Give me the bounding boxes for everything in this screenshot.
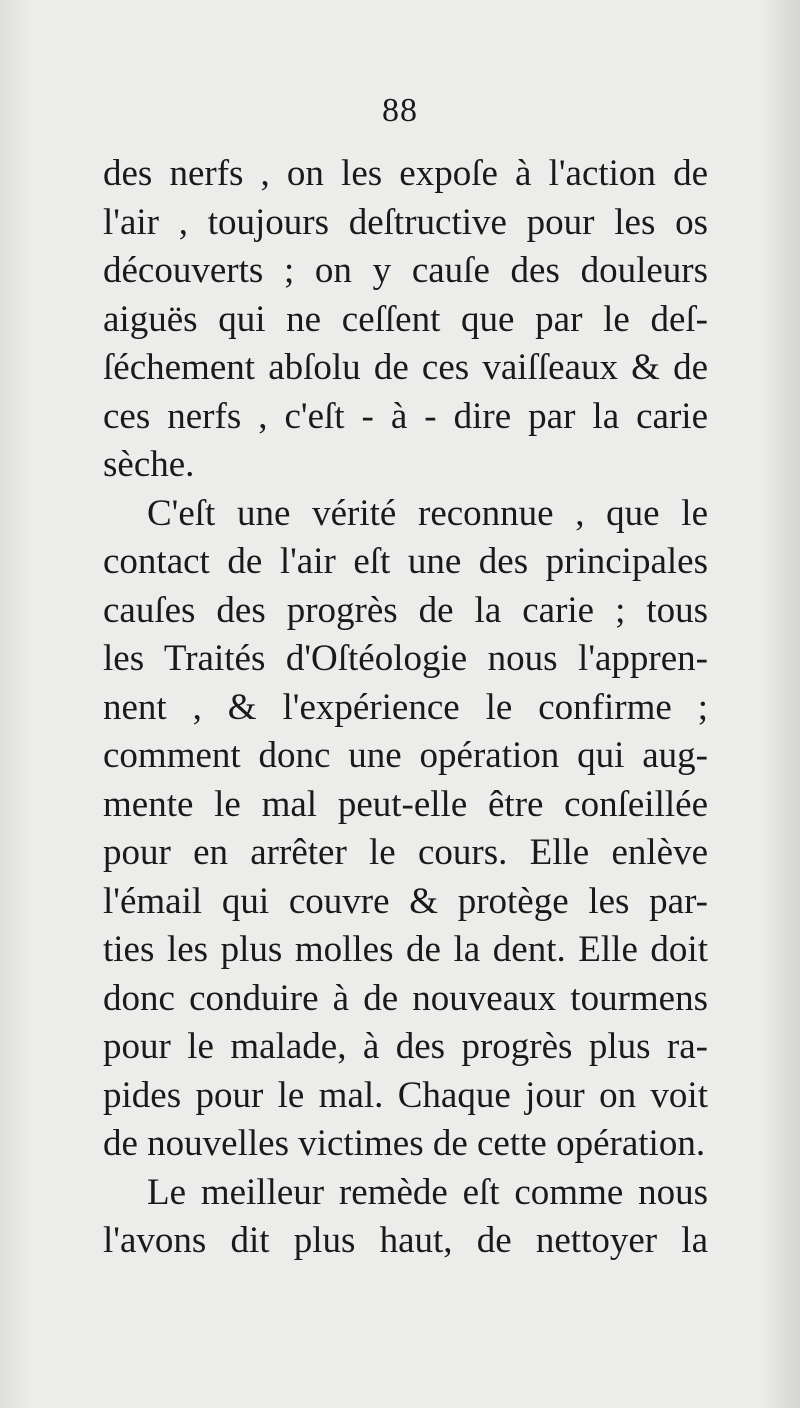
text-line: C'eſt une vérité reconnue , que le [147, 492, 708, 534]
text-line: contact de l'air eſt une des principales [103, 541, 708, 582]
text-line: l'air , toujours deſtructive pour les os [103, 201, 708, 243]
text-line: découverts ; on y cauſe des douleurs [103, 250, 708, 291]
text-line: ties les plus molles de la dent. Elle doit [103, 929, 708, 970]
text-line: pides pour le mal. Chaque jour on voit [103, 1074, 708, 1116]
text-line: l'avons dit plus haut, de nettoyer la [103, 1220, 708, 1261]
body-text [103, 150, 708, 1266]
text-line: sèche. [103, 444, 195, 485]
text-line: nent , & l'expérience le confirme ; [103, 686, 708, 728]
text-line: de nouvelles victimes de cette opération. [103, 1123, 706, 1164]
page-number: 88 [382, 92, 418, 129]
text-line: cauſes des progrès de la carie ; tous [103, 589, 708, 631]
text-line: les Traités d'Oſtéologie nous l'appren- [103, 638, 708, 679]
text-line: des nerfs , on les expoſe à l'action de [103, 153, 708, 194]
text-line: pour le malade, à des progrès plus ra- [103, 1026, 708, 1067]
text-line: donc conduire à de nouveaux tourmens [103, 977, 708, 1019]
text-line: aiguës qui ne ceſſent que par le deſ- [103, 298, 708, 340]
text-line: l'émail qui couvre & protège les par- [103, 880, 708, 922]
text-line: Le meilleur remède eſt comme nous [147, 1171, 708, 1213]
text-line: ſéchement abſolu de ces vaiſſeaux & de [103, 347, 708, 388]
text-line: ces nerfs , c'eſt - à - dire par la carie [103, 395, 708, 437]
text-line: mente le mal peut-elle être conſeillée [103, 783, 708, 825]
text-line: comment donc une opération qui aug- [103, 735, 708, 776]
text-line: pour en arrêter le cours. Elle enlève [103, 832, 708, 873]
